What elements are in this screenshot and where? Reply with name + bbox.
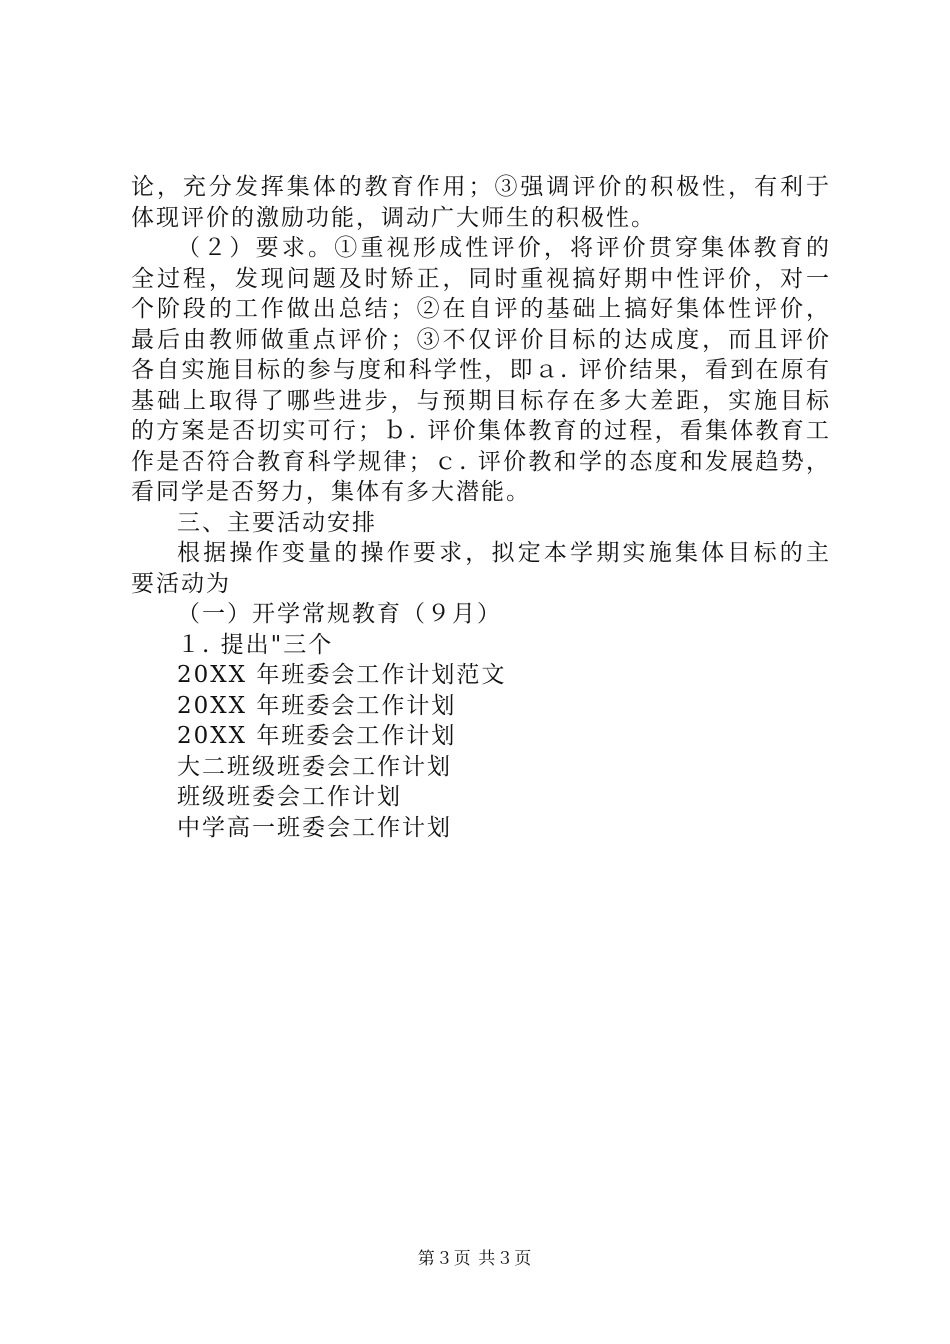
text-line: 作是否符合教育科学规律；ｃ. 评价教和学的态度和发展趋势， bbox=[131, 448, 831, 475]
text-line: 最后由教师做重点评价；③不仅评价目标的达成度，而且评价 bbox=[131, 326, 831, 353]
text-line: （２）要求。①重视形成性评价，将评价贯穿集体教育的 bbox=[177, 235, 831, 261]
related-article-link[interactable]: 20XX 年班委会工作计划 bbox=[177, 692, 457, 719]
text-line: 的方案是否切实可行；ｂ. 评价集体教育的过程，看集体教育工 bbox=[131, 418, 831, 444]
text-line: 基础上取得了哪些进步，与预期目标存在多大差距，实施目标 bbox=[131, 387, 831, 414]
text-line: 要活动为 bbox=[131, 570, 231, 597]
related-article-link[interactable]: 20XX 年班委会工作计划 bbox=[177, 723, 457, 749]
related-article-link[interactable]: 20XX 年班委会工作计划范文 bbox=[177, 662, 507, 688]
text-line: 体现评价的激励功能，调动广大师生的积极性。 bbox=[131, 204, 656, 231]
related-article-link[interactable]: 班级班委会工作计划 bbox=[177, 784, 402, 810]
document-body bbox=[131, 172, 831, 843]
section-heading: 三、主要活动安排 bbox=[177, 509, 377, 536]
text-line: 各自实施目标的参与度和科学性，即ａ. 评价结果，看到在原有 bbox=[131, 357, 831, 383]
text-line: 个阶段的工作做出总结；②在自评的基础上搞好集体性评价， bbox=[131, 296, 831, 322]
text-line: 论，充分发挥集体的教育作用；③强调评价的积极性，有利于 bbox=[131, 174, 831, 200]
related-article-link[interactable]: 中学高一班委会工作计划 bbox=[177, 814, 452, 841]
related-article-link[interactable]: 大二班级班委会工作计划 bbox=[177, 753, 452, 780]
subsection-heading: （一）开学常规教育（９月） bbox=[177, 601, 502, 627]
list-item: １. 提出"三个 bbox=[177, 631, 334, 658]
text-line: 看同学是否努力，集体有多大潜能。 bbox=[131, 479, 531, 505]
text-line: 全过程，发现问题及时矫正，同时重视搞好期中性评价，对一 bbox=[131, 265, 831, 292]
text-line: 根据操作变量的操作要求，拟定本学期实施集体目标的主 bbox=[177, 540, 831, 566]
page-number-footer: 第３页 共３页 bbox=[417, 1249, 533, 1269]
